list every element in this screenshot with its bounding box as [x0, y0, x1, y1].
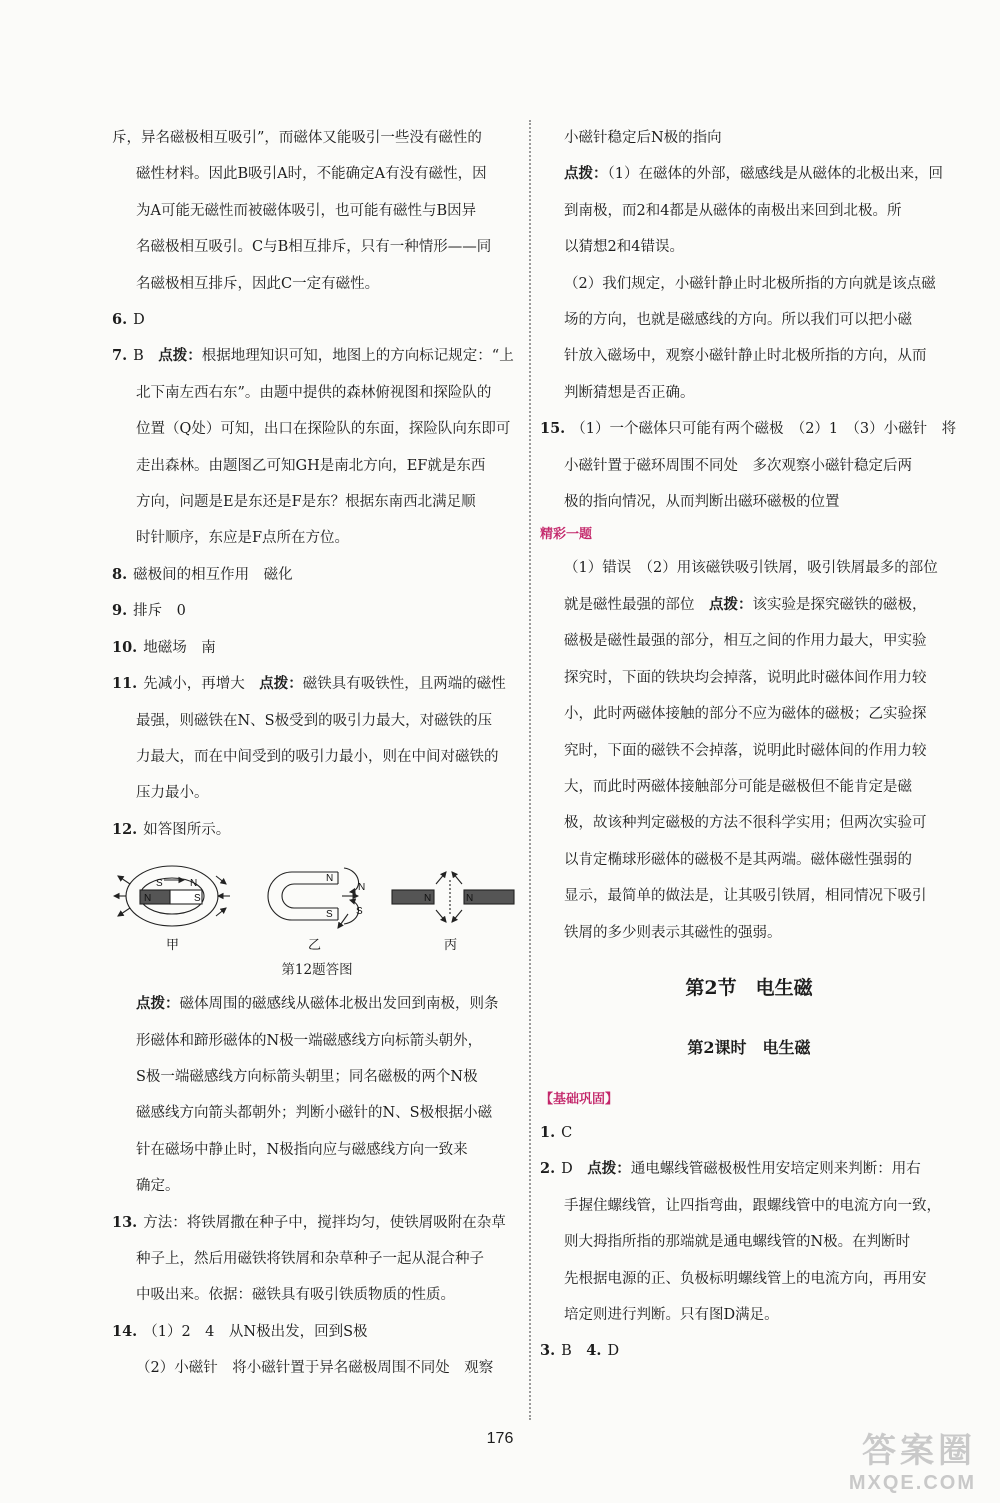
pole-label: N [144, 893, 152, 905]
column-divider [529, 120, 531, 1420]
answer-11 [112, 666, 522, 702]
answer-text: 如答图所示。 [143, 821, 231, 838]
text-line: 小磁针置于磁环周围不同处 多次观察小磁针稳定后两 [564, 457, 912, 474]
hint-text: 磁体周围的磁感线从磁体北极出发回到南极，则条 [179, 996, 499, 1013]
hint-text: （1）在磁体的外部，磁感线是从磁体的北极出来，回 [607, 166, 943, 183]
like-poles-diagram [392, 872, 514, 922]
text-line: 则大拇指所指的那端就是通电螺线管的N极。在判断时 [564, 1234, 911, 1251]
hint-label: 点拨： [564, 165, 608, 183]
question-number: 13. [112, 1213, 138, 1231]
text-line: 小，此时两磁体接触的部分不应为磁体的磁极；乙实验探 [564, 706, 927, 723]
pole-label: N [424, 893, 432, 905]
answer-13 [112, 1205, 522, 1241]
hint-line [112, 986, 522, 1022]
question-number: 11. [112, 675, 138, 693]
answer-10 [112, 630, 522, 666]
answer-text: （1）一个磁体只可能有两个磁极 （2）1 （3）小磁针 将 [571, 421, 957, 438]
text-line: 名磁极相互吸引。C与B相互排斥，只有一种情形——同 [136, 239, 492, 256]
text-line: 北下南左西右东”。由题中提供的森林俯视图和探险队的 [136, 384, 492, 401]
question-number: 9. [112, 602, 128, 620]
text-line: 磁性材料。因此B吸引A时，不能确定A有没有磁性，因 [136, 166, 487, 183]
hint-label: 点拨： [136, 995, 180, 1013]
text-line: 针在磁场中静止时，N极指向应与磁感线方向一致来 [136, 1141, 468, 1158]
question-number: 6. [112, 311, 128, 329]
pole-label: S [326, 909, 333, 921]
pole-label: N [466, 893, 474, 905]
bracket-heading: 【基础巩固】 [540, 1091, 619, 1107]
figure-label: 丙 [444, 938, 458, 954]
text-line: 以肯定椭球形磁体的磁极不是其两端。磁体磁性强弱的 [564, 851, 912, 868]
section-title: 第2节 电生磁 [685, 976, 813, 999]
watermark-url: MXQE.COM [848, 1472, 976, 1494]
text-line: 大，而此时两磁体接触部分可能是磁极但不能肯定是磁 [564, 778, 912, 795]
text-line: 为A可能无磁性而被磁体吸引，也可能有磁性与B因异 [136, 202, 477, 219]
answer-3-4 [540, 1333, 958, 1369]
hint-line [540, 156, 958, 192]
text-line: 极，故该种判定磁极的方法不很科学实用；但两次实验可 [564, 815, 927, 832]
pole-label: S [194, 893, 201, 905]
question-number: 15. [540, 420, 566, 438]
answer-text: 就是磁性最强的部位 [564, 596, 695, 613]
question-number: 7. [112, 347, 128, 365]
text-line: 压力最小。 [136, 785, 209, 802]
answer-text: 地磁场 南 [143, 639, 216, 656]
answer-6 [112, 302, 522, 338]
bar-magnet-diagram [114, 866, 230, 926]
pole-label: N [358, 882, 366, 894]
pole-label: S [156, 878, 163, 890]
text-line: S极一端磁感线方向标箭头朝里；同名磁极的两个N极 [136, 1068, 478, 1085]
answer-text: D [561, 1161, 573, 1178]
answer-12 [112, 812, 522, 848]
text-line: 针放入磁场中，观察小磁针静止时北极所指的方向，从而 [564, 348, 927, 365]
hint-text: 磁铁具有吸铁性，且两端的磁性 [302, 676, 506, 693]
text-line: 手握住螺线管，让四指弯曲，跟螺线管中的电流方向一致， [564, 1197, 941, 1214]
text-line: 显示，最简单的做法是，让其吸引铁屑，相同情况下吸引 [564, 888, 927, 905]
answer-text: B [133, 348, 144, 365]
text-line: 中吸出来。依据：磁铁具有吸引铁质物质的性质。 [136, 1287, 455, 1304]
answer-text: 排斥 0 [133, 603, 186, 620]
highlight-heading: 精彩一题 [540, 527, 593, 543]
horseshoe-magnet-diagram [268, 868, 359, 928]
hint-text: 该实验是探究磁铁的磁极， [752, 596, 927, 613]
pole-label: N [326, 873, 334, 885]
text-line: 方向，问题是E是东还是F是东？根据东南西北满足顺 [136, 494, 476, 511]
text-line: 场的方向，也就是磁感线的方向。所以我们可以把小磁 [564, 312, 912, 329]
text-line: 培定则进行判断。只有图D满足。 [564, 1306, 779, 1323]
page-number: 176 [486, 1430, 514, 1447]
text-line: 形磁体和蹄形磁体的N极一端磁感线方向标箭头朝外， [136, 1032, 483, 1049]
text-line: 磁极是磁性最强的部分，相互之间的作用力最大，甲实验 [564, 633, 927, 650]
answer-9 [112, 593, 522, 629]
left-column [112, 120, 522, 1387]
question-number: 4. [586, 1342, 602, 1360]
question-number: 12. [112, 820, 138, 838]
text-line: 先根据电源的正、负极标明螺线管上的电流方向，再用安 [564, 1270, 927, 1287]
question-number: 8. [112, 565, 128, 583]
pole-label: S [356, 906, 363, 918]
text-line: 磁感线方向箭头都朝外；判断小磁针的N、S极根据小磁 [136, 1105, 493, 1122]
pole-label: N [190, 878, 198, 890]
answer-text: （1）2 4 从N极出发，回到S极 [143, 1323, 368, 1340]
text-line: 斥，异名磁极相互吸引”，而磁体又能吸引一些没有磁性的 [112, 130, 482, 146]
text-line: （2）小磁针 将小磁针置于异名磁极周围不同处 观察 [136, 1360, 494, 1377]
magnetic-field-figure [112, 854, 522, 954]
text-line: 以猜想2和4错误。 [564, 239, 684, 256]
text-line: 最强，则磁铁在N、S极受到的吸引力最大，对磁铁的压 [136, 712, 493, 729]
answer-text: 磁极间的相互作用 磁化 [133, 566, 293, 583]
question-number: 1. [540, 1123, 556, 1141]
magnet-diagrams [112, 854, 522, 954]
answer-2 [540, 1151, 958, 1187]
hint-label: 点拨： [158, 347, 202, 365]
text-line: （1）错误 （2）用该磁铁吸引铁屑，吸引铁屑最多的部位 [564, 560, 938, 577]
answer-1 [540, 1115, 958, 1151]
answer-text: B [561, 1343, 572, 1360]
question-number: 2. [540, 1160, 556, 1178]
text-line: （2）我们规定，小磁针静止时北极所指的方向就是该点磁 [564, 275, 936, 292]
answer-7 [112, 338, 522, 374]
question-number: 3. [540, 1342, 556, 1360]
text-line: 名磁极相互排斥，因此C一定有磁性。 [136, 275, 380, 292]
answer-14 [112, 1314, 522, 1350]
answer-text: C [561, 1124, 573, 1141]
figure-caption: 第12题答图 [281, 962, 353, 979]
hint-text: 通电螺线管磁极极性用安培定则来判断：用右 [630, 1161, 921, 1178]
subsection-title: 第2课时 电生磁 [687, 1037, 811, 1057]
answer-text: D [133, 312, 145, 329]
answer-8 [112, 557, 522, 593]
text-line: 走出森林。由题图乙可知GH是南北方向，EF就是东西 [136, 457, 486, 474]
text-line: 铁屑的多少则表示其磁性的强弱。 [564, 924, 782, 941]
text-line: 探究时，下面的铁块均会掉落，说明此时磁体间作用力较 [564, 669, 927, 686]
figure-label: 甲 [166, 938, 180, 954]
question-number: 14. [112, 1322, 138, 1340]
question-number: 10. [112, 638, 138, 656]
text-line: 究时，下面的磁铁不会掉落，说明此时磁体间的作用力较 [564, 742, 927, 759]
text-line: 极的指向情况，从而判断出磁环磁极的位置 [564, 494, 840, 511]
text-line: 判断猜想是否正确。 [564, 384, 695, 401]
right-column [540, 120, 958, 1370]
text-line: 小磁针稳定后N极的指向 [564, 130, 722, 146]
text-line: 到南极，而2和4都是从磁体的南极出来回到北极。所 [564, 202, 902, 219]
text-line: 位置（Q处）可知，出口在探险队的东面，探险队向东即可 [136, 421, 511, 438]
hint-label: 点拨： [259, 675, 303, 693]
hint-line [540, 587, 958, 623]
watermark-text: 答案圈 [862, 1432, 976, 1470]
text-line: 力最大，而在中间受到的吸引力最小，则在中间对磁铁的 [136, 748, 499, 765]
answer-text: D [607, 1343, 620, 1360]
hint-text: 根据地理知识可知，地图上的方向标记规定：“上 [201, 348, 514, 365]
text-line: 时针顺序，东应是F点所在方位。 [136, 530, 350, 547]
answer-15 [540, 411, 958, 447]
figure-label: 乙 [308, 938, 322, 954]
watermark-logo [849, 1423, 976, 1495]
hint-label: 点拨： [587, 1160, 631, 1178]
answer-text: 先减小，再增大 [143, 676, 245, 693]
text-line: 确定。 [136, 1178, 180, 1195]
hint-label: 点拨： [709, 595, 753, 613]
answer-text: 方法：将铁屑撒在种子中，搅拌均匀，使铁屑吸附在杂草 [143, 1214, 506, 1231]
text-line: 种子上，然后用磁铁将铁屑和杂草种子一起从混合种子 [136, 1250, 484, 1267]
